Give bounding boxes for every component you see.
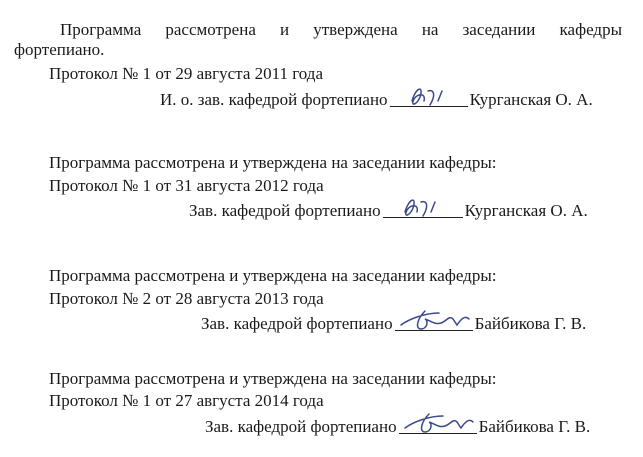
signatory-name-2013: Байбикова Г. В. [474, 314, 587, 333]
signature-row-2012 [189, 197, 588, 221]
protocol-2013: Протокол № 2 от 28 августа 2013 года [49, 289, 324, 308]
handwritten-signature-baibikova [399, 408, 477, 436]
handwritten-signature-kurganskaya [390, 83, 468, 109]
position-title-2012: Зав. кафедрой фортепиано [189, 201, 381, 220]
department-name-2011: фортепиано. [14, 40, 105, 59]
protocol-2014: Протокол № 1 от 27 августа 2014 года [49, 391, 324, 410]
signatory-name-2011: Курганская О. А. [469, 90, 593, 109]
protocol-2011: Протокол № 1 от 29 августа 2011 года [49, 64, 323, 83]
signatory-name-2012: Курганская О. А. [464, 201, 588, 220]
signature-line-2013 [395, 310, 473, 331]
approval-statement-2013: Программа рассмотрена и утверждена на заседании кафедры: [49, 266, 497, 285]
signature-line-2011 [390, 86, 468, 107]
position-title-2014: Зав. кафедрой фортепиано [205, 417, 397, 436]
signature-line-2014 [399, 413, 477, 434]
approval-statement-2012: Программа рассмотрена и утверждена на заседании кафедры: [49, 153, 497, 172]
position-title-2011: И. о. зав. кафедрой фортепиано [160, 90, 388, 109]
protocol-2012: Протокол № 1 от 31 августа 2012 года [49, 176, 324, 195]
approval-statement-2014: Программа рассмотрена и утверждена на заседании кафедры: [49, 369, 497, 388]
signature-line-2012 [383, 197, 463, 218]
signature-row-2014 [205, 413, 590, 437]
handwritten-signature-baibikova [395, 305, 473, 333]
position-title-2013: Зав. кафедрой фортепиано [201, 314, 393, 333]
signature-row-2013 [201, 310, 586, 334]
signature-row-2011 [160, 86, 593, 110]
signatory-name-2014: Байбикова Г. В. [478, 417, 591, 436]
approval-statement-2011: Программа рассмотрена и утверждена на заседании кафедры [60, 20, 622, 39]
handwritten-signature-kurganskaya [383, 194, 463, 220]
